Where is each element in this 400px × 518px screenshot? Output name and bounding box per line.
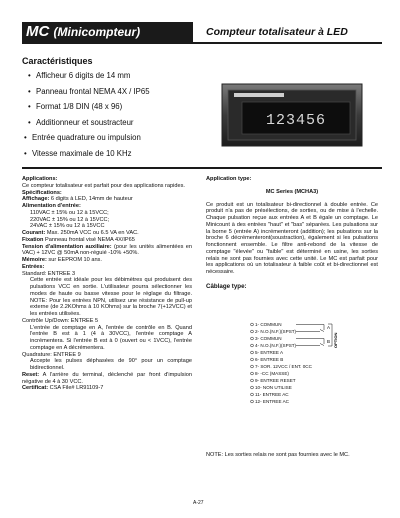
feature-item: • Additionneur et soustracteur bbox=[28, 115, 150, 131]
quad-text: Accepte les pulses déphasées de 90° pour un comptage bidirectionnel. bbox=[30, 358, 192, 371]
section-rule bbox=[22, 167, 382, 169]
header-rule bbox=[22, 42, 382, 44]
terminal-dot bbox=[251, 400, 254, 403]
terminal-label: 8- -CC (MASSE) bbox=[255, 371, 289, 377]
alim-label: Alimentation d'entrée: bbox=[22, 203, 81, 209]
feature-item: • Format 1/8 DIN (48 x 96) bbox=[28, 99, 150, 115]
memoire-line: Mémoire: sur EEPROM 10 ans. bbox=[22, 257, 102, 263]
applications-label: Applications: bbox=[22, 176, 58, 182]
bullet-icon: • bbox=[28, 86, 31, 96]
terminal-label: 9- ENTREE RESET bbox=[255, 378, 296, 384]
updown-heading: Contrôle Up/Down: ENTREE 5 bbox=[22, 317, 99, 324]
alim-line: 110VAC ± 15% ou 12 à 15VCC; bbox=[30, 209, 109, 216]
terminal-dot bbox=[251, 330, 254, 333]
counter-device-image bbox=[216, 80, 368, 150]
page-number: A-27 bbox=[193, 500, 204, 506]
terminal-dot bbox=[251, 337, 254, 340]
terminal-dot bbox=[251, 393, 254, 396]
description-text: Ce produit est un totalisateur bi-directionnel à double entrée. Ce produit n'a pas de présélections, de sorties, ou de mise à l'echelle. Chaque pulsation reçue aux entrées A et B égale un comptage. Le Minicount à des entrées "haut" et "bas" séparées. Les pulsations sur la borne 5 (entrée A) incrémenteront (addition); les pulsations sur la broche 6 décrémenteront(soustraction), également si les pulsations fonctionnent ensemble. Le filtre anti-rebond de la vitesse de comptage "élevée" ou "faible" est déterminé en usine, les sorties relais ne sont pas fournies avec cette unité. Le MC est parfait pour les applications où un totalisateur à faible coût et bi-directionnel est nécessaire. bbox=[206, 201, 378, 275]
product-title bbox=[22, 22, 193, 42]
reset-line: Reset: A l'arrière du terminal, déclenché par front d'impulsion négative de 4 à 30 VCC. bbox=[22, 371, 192, 385]
relay-b-label: B bbox=[327, 339, 331, 344]
terminal-dot bbox=[251, 351, 254, 354]
courant-line: Courant: Max. 250mA VCC ou 6.5 VA en VAC. bbox=[22, 230, 139, 236]
alim-line: 24VAC ± 15% ou 12 à 15VCC bbox=[30, 223, 105, 230]
fixation-line: Fixation Panneau frontal visé NEMA 4X/IP65 bbox=[22, 236, 135, 243]
product-title-sub: (Minicompteur) bbox=[53, 25, 141, 39]
terminal-label: 7- SOR. 12VCC / ENT. 0CC bbox=[255, 364, 312, 370]
product-title-main: MC bbox=[26, 23, 50, 40]
affichage-line: Affichage: 6 digits à LED, 14mm de hauteur bbox=[22, 196, 133, 203]
terminal-dot bbox=[251, 379, 254, 382]
option-label: OPTION bbox=[333, 332, 338, 348]
terminal-dot bbox=[251, 372, 254, 375]
standard-heading: Standard: ENTREE 3 bbox=[22, 270, 76, 277]
tension-line: Tension d'alimentation auxiliaire: (pour les unités alimentées en VAC) + 12VC @ 50mA non-réguié -10% +50%. bbox=[22, 243, 192, 257]
terminal-label: 2- N.O.(N.F.)(SPST) bbox=[255, 329, 297, 335]
wiring-diagram bbox=[246, 320, 371, 440]
cert-line: Certificat: CSA File# LR91109-7 bbox=[22, 385, 104, 392]
features-heading: Caractéristiques bbox=[22, 56, 93, 66]
updown-text: L'entrée de comptage en A, l'entrée de contrôle en B. Quand l'entrée B est à 1 (4 à 30VCC), l'entrée comptage A incrémentera. Si l'entrée B est à 0 (ouvert ou < 1VCC), l'entrée comptage en A décrémentera. bbox=[30, 324, 192, 351]
feature-item: • Vitesse maximale de 10 KHz bbox=[24, 146, 150, 162]
model-name: MC Series (MCHA3) bbox=[265, 188, 319, 195]
terminal-label: 5- ENTREE A bbox=[255, 350, 284, 356]
terminal-label: 1- COMMUN bbox=[255, 322, 282, 328]
feature-item: • Entrée quadrature ou impulsion bbox=[24, 130, 150, 146]
bullet-icon: • bbox=[24, 148, 27, 158]
terminal-dot bbox=[251, 344, 254, 347]
terminal-label: 11- ENTREE AC bbox=[255, 392, 289, 398]
bullet-icon: • bbox=[24, 133, 27, 143]
right-title: Compteur totalisateur à LED bbox=[206, 26, 348, 38]
terminal-label: 10- NON UTILISE bbox=[255, 385, 292, 391]
left-column bbox=[22, 176, 192, 392]
terminal-label: 6- ENTREE B bbox=[255, 357, 284, 363]
note-text: NOTE: Les sorties relais ne sont pas fournies avec le MC. bbox=[206, 452, 350, 458]
terminal-label: 3- COMMUN bbox=[255, 336, 282, 342]
wiring-label: Câblage type: bbox=[206, 282, 247, 290]
device-display-digits: 123456 bbox=[265, 112, 327, 129]
right-column bbox=[206, 176, 378, 291]
terminal-dot bbox=[251, 323, 254, 326]
features-list bbox=[24, 68, 150, 162]
bullet-icon: • bbox=[28, 102, 31, 112]
alim-line: 220VAC ± 15% ou 12 à 15VCC; bbox=[30, 216, 110, 223]
terminal-label: 12- ENTREE AC bbox=[255, 399, 289, 405]
applications-text: Ce compteur totalisateur est parfait pour des applications rapides. bbox=[22, 182, 185, 189]
terminal-dot bbox=[251, 358, 254, 361]
entrees-label: Entrées: bbox=[22, 263, 45, 270]
quad-heading: Quadrature: ENTREE 9 bbox=[22, 351, 81, 358]
feature-item: • Panneau frontal NEMA 4X / IP65 bbox=[28, 84, 150, 100]
terminal-dot bbox=[251, 365, 254, 368]
feature-item: • Afficheur 6 digits de 14 mm bbox=[28, 68, 150, 84]
bullet-icon: • bbox=[28, 71, 31, 80]
standard-text: Cette entrée est idéale pour les débimètres qui produisent des pulsations VCC en sortie. L'utilisateur pourra sélectionner les modes de haute ou basse vitesse pour le réglage du filtrage. NOTE: Pour les entrées NPN, utilisez une résistance de pull-up externe (de 2.2KOhms à 10 KOhms) sur la broche 7(+12VCC) et les entrées utilisées. bbox=[30, 277, 192, 317]
terminal-dot bbox=[251, 386, 254, 389]
terminal-label: 4- N.O.(N.F.)(SPST) bbox=[255, 343, 297, 349]
relay-a-label: A bbox=[327, 325, 331, 330]
specs-label: Spécifications: bbox=[22, 189, 62, 196]
app-type-label: Application type: bbox=[206, 176, 252, 182]
bullet-icon: • bbox=[28, 117, 31, 127]
